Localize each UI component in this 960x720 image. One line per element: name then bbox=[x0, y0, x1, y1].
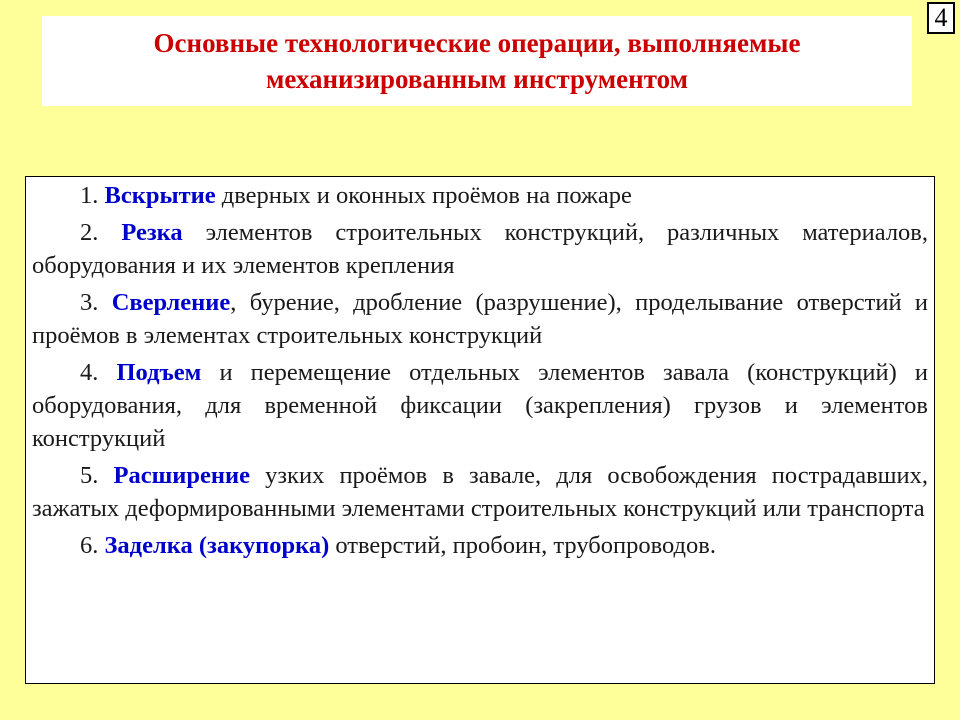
item-keyword: Подъем bbox=[116, 359, 202, 386]
list-item-widening bbox=[32, 459, 928, 525]
item-text: , бурение, дробление (разрушение), проделывание отверстий и проёмов в элементах строительных конструкций bbox=[32, 289, 928, 349]
item-text: дверных и оконных проёмов на пожаре bbox=[215, 182, 632, 209]
slide-title-line-2: механизированным инструментом bbox=[266, 64, 688, 94]
item-keyword: Резка bbox=[121, 219, 183, 246]
item-text: и перемещение отдельных элементов завала (конструкций) и оборудования, для временной фиксации (закрепления) грузов и элементов конструкций bbox=[32, 359, 928, 452]
slide-number: 4 bbox=[927, 2, 955, 34]
list-item-sealing bbox=[32, 529, 928, 562]
list-item-lifting bbox=[32, 356, 928, 455]
item-text: отверстий, пробоин, трубопроводов. bbox=[329, 532, 716, 559]
slide-title-line-1: Основные технологические операции, выполняемые bbox=[153, 28, 801, 58]
operations-list bbox=[25, 176, 935, 684]
item-keyword: Вскрытие bbox=[104, 182, 216, 209]
item-text: элементов строительных конструкций, различных материалов, оборудования и их элементов крепления bbox=[32, 219, 928, 279]
item-number: 2. bbox=[80, 219, 99, 246]
item-keyword: Сверление bbox=[111, 289, 231, 316]
item-number: 5. bbox=[80, 462, 99, 489]
title-box bbox=[42, 16, 912, 106]
list-item-cutting bbox=[32, 216, 928, 282]
item-number: 1. bbox=[80, 182, 99, 209]
item-keyword: Заделка (закупорка) bbox=[104, 532, 330, 559]
item-number: 3. bbox=[80, 289, 99, 316]
list-item-opening bbox=[32, 179, 928, 212]
item-number: 6. bbox=[80, 532, 99, 559]
item-keyword: Расширение bbox=[113, 462, 250, 489]
list-item-drilling bbox=[32, 286, 928, 352]
item-number: 4. bbox=[80, 359, 99, 386]
item-text: узких проёмов в завале, для освобождения пострадавших, зажатых деформированными элементами строительных конструкций или транспорта bbox=[32, 462, 928, 522]
